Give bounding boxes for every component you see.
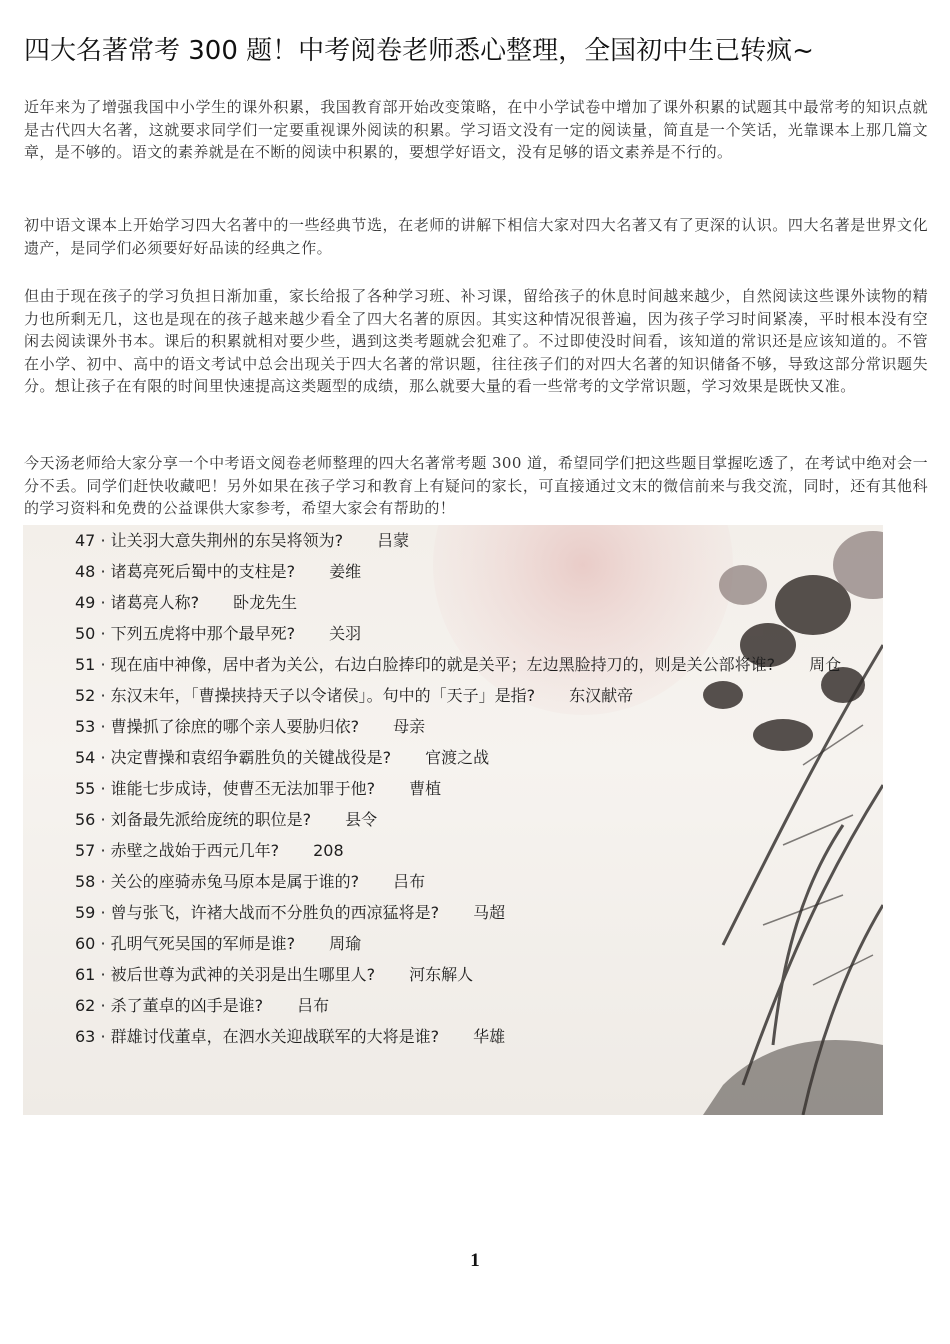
qa-item	[75, 618, 855, 649]
paragraph-textbook: 初中语文课本上开始学习四大名著中的一些经典节选，在老师的讲解下相信大家对四大名著又有了更深的认识。四大名著是世界文化遗产，是同学们必须要好好品读的经典之作。	[24, 216, 928, 257]
answer-text: 官渡之战	[425, 748, 490, 767]
qa-item	[75, 1021, 855, 1052]
answer-text: 吕蒙	[377, 531, 410, 550]
question-text: 50 · 下列五虎将中那个最早死?	[75, 624, 296, 643]
qa-list	[75, 525, 855, 1052]
question-text: 53 · 曹操抓了徐庶的哪个亲人要胁归依?	[75, 717, 360, 736]
answer-text: 关羽	[329, 624, 362, 643]
answer-text: 东汉献帝	[569, 686, 634, 705]
qa-item	[75, 587, 855, 618]
qa-item	[75, 711, 855, 742]
question-text: 52 · 东汉末年，「曹操挟持天子以令诸侯」。句中的「天子」是指?	[75, 686, 536, 705]
question-text: 60 · 孔明气死吴国的军师是谁?	[75, 934, 296, 953]
answer-text: 吕布	[393, 872, 426, 891]
question-text: 57 · 赤壁之战始于西元几年?	[75, 841, 280, 860]
question-text: 51 · 现在庙中神像，居中者为关公，右边白脸捧印的就是关平；左边黑脸持刀的，则是关公部将谁?	[75, 655, 776, 674]
paragraph-intro: 近年来为了增强我国中小学生的课外积累，我国教育部开始改变策略，在中小学试卷中增加了课外积累的试题其中最常考的知识点就是古代四大名著，这就要求同学们一定要重视课外阅读的积累。学习语文没有一定的阅读量，简直是一个笑话，光靠课本上那几篇文章，是不够的。语文的素养就是在不断的阅读中积累的，要想学好语文，没有足够的语文素养是不行的。	[24, 98, 928, 161]
answer-text: 周仓	[809, 655, 842, 674]
answer-text: 卧龙先生	[233, 593, 298, 612]
qa-item	[75, 680, 855, 711]
answer-text: 县令	[345, 810, 378, 829]
answer-text: 马超	[473, 903, 506, 922]
qa-item	[75, 928, 855, 959]
quiz-image	[23, 525, 883, 1115]
paragraph-share: 今天汤老师给大家分享一个中考语文阅卷老师整理的四大名著常考题 300 道，希望同学们把这些题目掌握吃透了，在考试中绝对会一分不丢。同学们赶快收藏吧！另外如果在孩子学习和教育上有疑问的家长，可直接通过文末的微信前来与我交流，同时，还有其他科的学习资料和免费的公益课供大家参考，希望大家会有帮助的！	[24, 454, 928, 517]
question-text: 55 · 谁能七步成诗，使曹丕无法加罪于他?	[75, 779, 376, 798]
question-text: 54 · 决定曹操和袁绍争霸胜负的关键战役是?	[75, 748, 392, 767]
answer-text: 吕布	[297, 996, 330, 1015]
question-text: 62 · 杀了董卓的凶手是谁?	[75, 996, 264, 1015]
question-text: 56 · 刘备最先派给庞统的职位是?	[75, 810, 312, 829]
qa-item	[75, 556, 855, 587]
answer-text: 河东解人	[409, 965, 474, 984]
page-number: 1	[470, 1250, 480, 1271]
answer-text: 208	[313, 841, 344, 860]
question-text: 47 · 让关羽大意失荆州的东吴将领为?	[75, 531, 344, 550]
answer-text: 曹植	[409, 779, 442, 798]
answer-text: 母亲	[393, 717, 426, 736]
qa-item	[75, 773, 855, 804]
answer-text: 周瑜	[329, 934, 362, 953]
question-text: 59 · 曾与张飞，许褚大战而不分胜负的西凉猛将是?	[75, 903, 440, 922]
qa-item	[75, 804, 855, 835]
qa-item	[75, 866, 855, 897]
answer-text: 姜维	[329, 562, 362, 581]
article-title: 四大名著常考 300 题！中考阅卷老师悉心整理，全国初中生已转疯~	[24, 36, 814, 66]
qa-item	[75, 959, 855, 990]
qa-item	[75, 835, 855, 866]
qa-item	[75, 649, 855, 680]
qa-item	[75, 990, 855, 1021]
question-text: 49 · 诸葛亮人称?	[75, 593, 200, 612]
question-text: 48 · 诸葛亮死后蜀中的支柱是?	[75, 562, 296, 581]
qa-item	[75, 897, 855, 928]
paragraph-workload: 但由于现在孩子的学习负担日渐加重，家长给报了各种学习班、补习课，留给孩子的休息时间越来越少，自然阅读这些课外读物的精力也所剩无几，这也是现在的孩子越来越少看全了四大名著的原因。其实这种情况很普遍，因为孩子学习时间紧凑，平时根本没有空闲去阅读课外书本。课后的积累就相对要少些，遇到这类考题就会犯难了。不过即使没时间看，该知道的常识还是应该知道的。不管在小学、初中、高中的语文考试中总会出现关于四大名著的常识题，往往孩子们的对四大名著的知识储备不够，导致这部分常识题失分。想让孩子在有限的时间里快速提高这类题型的成绩，那么就要大量的看一些常考的文学常识题，学习效果是既快又准。	[24, 287, 928, 395]
qa-item	[75, 525, 855, 556]
answer-text: 华雄	[473, 1027, 506, 1046]
question-text: 58 · 关公的座骑赤兔马原本是属于谁的?	[75, 872, 360, 891]
question-text: 61 · 被后世尊为武神的关羽是出生哪里人?	[75, 965, 376, 984]
qa-item	[75, 742, 855, 773]
question-text: 63 · 群雄讨伐董卓，在泗水关迎战联军的大将是谁?	[75, 1027, 440, 1046]
